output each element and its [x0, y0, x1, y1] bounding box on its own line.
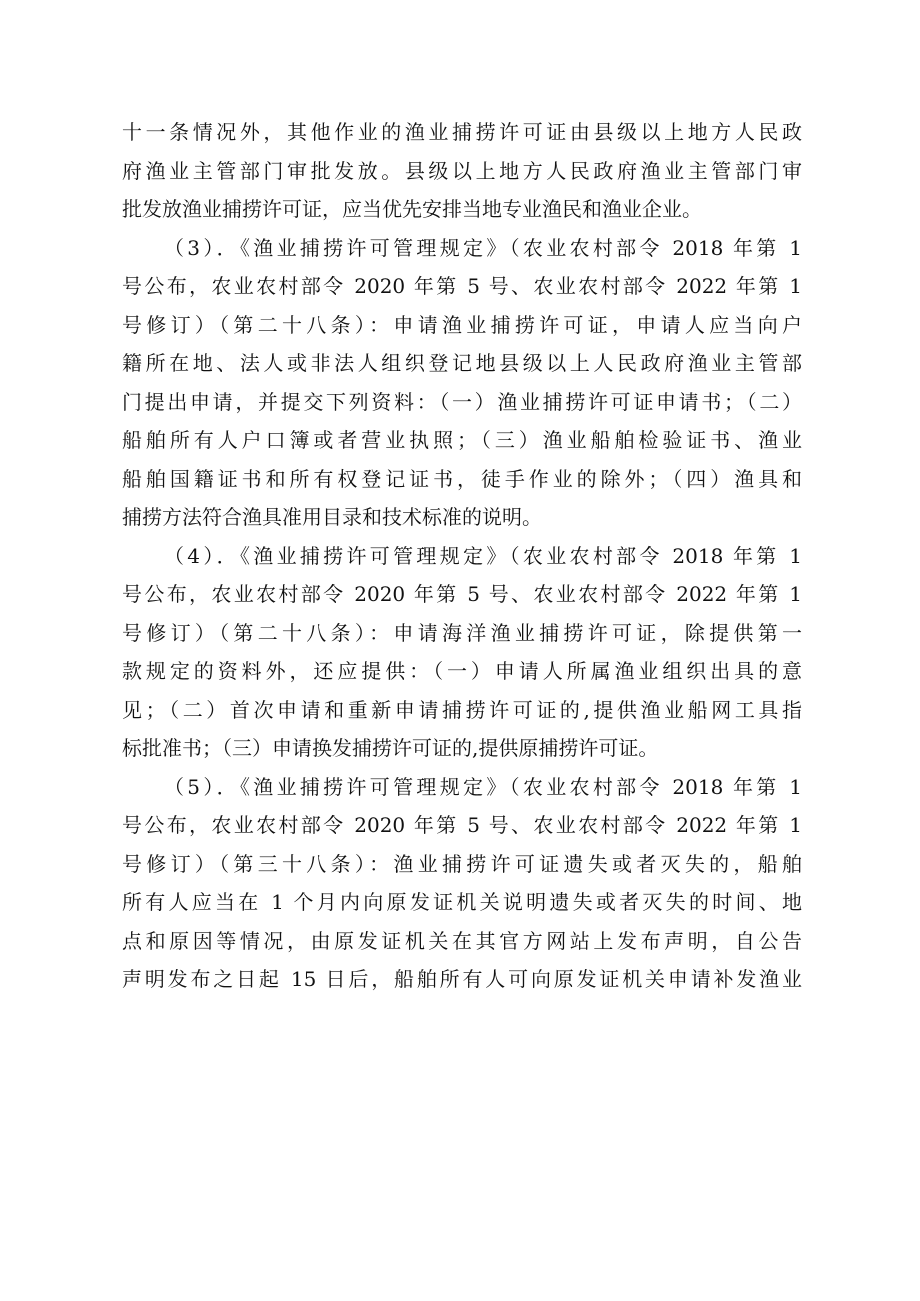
text-line: 声明发布之日起 15 日后，船舶所有人可向原发证机关申请补发渔业 — [122, 967, 802, 991]
text-line: 籍所在地、法人或非法人组织登记地县级以上人民政府渔业主管部 — [122, 351, 802, 375]
text-line: 船舶国籍证书和所有权登记证书，徒手作业的除外；（四）渔具和 — [122, 466, 802, 491]
text-line: 号公布，农业农村部令 2020 年第 5 号、农业农村部令 2022 年第 1 — [122, 274, 802, 298]
text-line: 门提出申请，并提交下列资料：（一）渔业捕捞许可证申请书；（二） — [122, 389, 802, 414]
text-line: 十一条情况外，其他作业的渔业捕捞许可证由县级以上地方人民政 — [122, 120, 802, 144]
text-line: 号公布，农业农村部令 2020 年第 5 号、农业农村部令 2022 年第 1 — [122, 813, 802, 837]
text-line: 船舶所有人户口簿或者营业执照；（三）渔业船舶检验证书、渔业 — [122, 428, 802, 452]
text-line: （4）．《渔业捕捞许可管理规定》（农业农村部令 2018 年第 1 — [164, 543, 802, 568]
paragraph-item-5 — [122, 768, 802, 999]
text-line: 捕捞方法符合渔具准用目录和技术标准的说明。 — [122, 505, 542, 529]
paragraph-item-4 — [122, 537, 802, 768]
text-line: 所有人应当在 1 个月内向原发证机关说明遗失或者灭失的时间、地 — [122, 890, 802, 914]
text-line: （5）．《渔业捕捞许可管理规定》（农业农村部令 2018 年第 1 — [164, 774, 802, 799]
text-line: 见；（二）首次申请和重新申请捕捞许可证的,提供渔业船网工具指 — [122, 697, 802, 722]
text-line: 点和原因等情况，由原发证机关在其官方网站上发布声明，自公告 — [122, 928, 802, 953]
text-line: 款规定的资料外，还应提供：（一）申请人所属渔业组织出具的意 — [122, 659, 802, 683]
text-line: 号修订）（第二十八条）：申请海洋渔业捕捞许可证，除提供第一 — [122, 620, 802, 645]
text-line: 标批准书；（三）申请换发捕捞许可证的,提供原捕捞许可证。 — [122, 736, 659, 760]
text-line: 号公布，农业农村部令 2020 年第 5 号、农业农村部令 2022 年第 1 — [122, 582, 802, 606]
text-line: 号修订）（第三十八条）：渔业捕捞许可证遗失或者灭失的，船舶 — [122, 851, 802, 876]
text-line: 府渔业主管部门审批发放。县级以上地方人民政府渔业主管部门审 — [122, 158, 802, 183]
paragraph-continuation — [122, 113, 802, 229]
text-line: （3）．《渔业捕捞许可管理规定》（农业农村部令 2018 年第 1 — [164, 235, 802, 260]
paragraph-item-3 — [122, 229, 802, 537]
text-line: 号修订）（第二十八条）：申请渔业捕捞许可证，申请人应当向户 — [122, 312, 802, 337]
body-text — [122, 113, 802, 999]
text-line: 批发放渔业捕捞许可证，应当优先安排当地专业渔民和渔业企业。 — [122, 197, 702, 221]
